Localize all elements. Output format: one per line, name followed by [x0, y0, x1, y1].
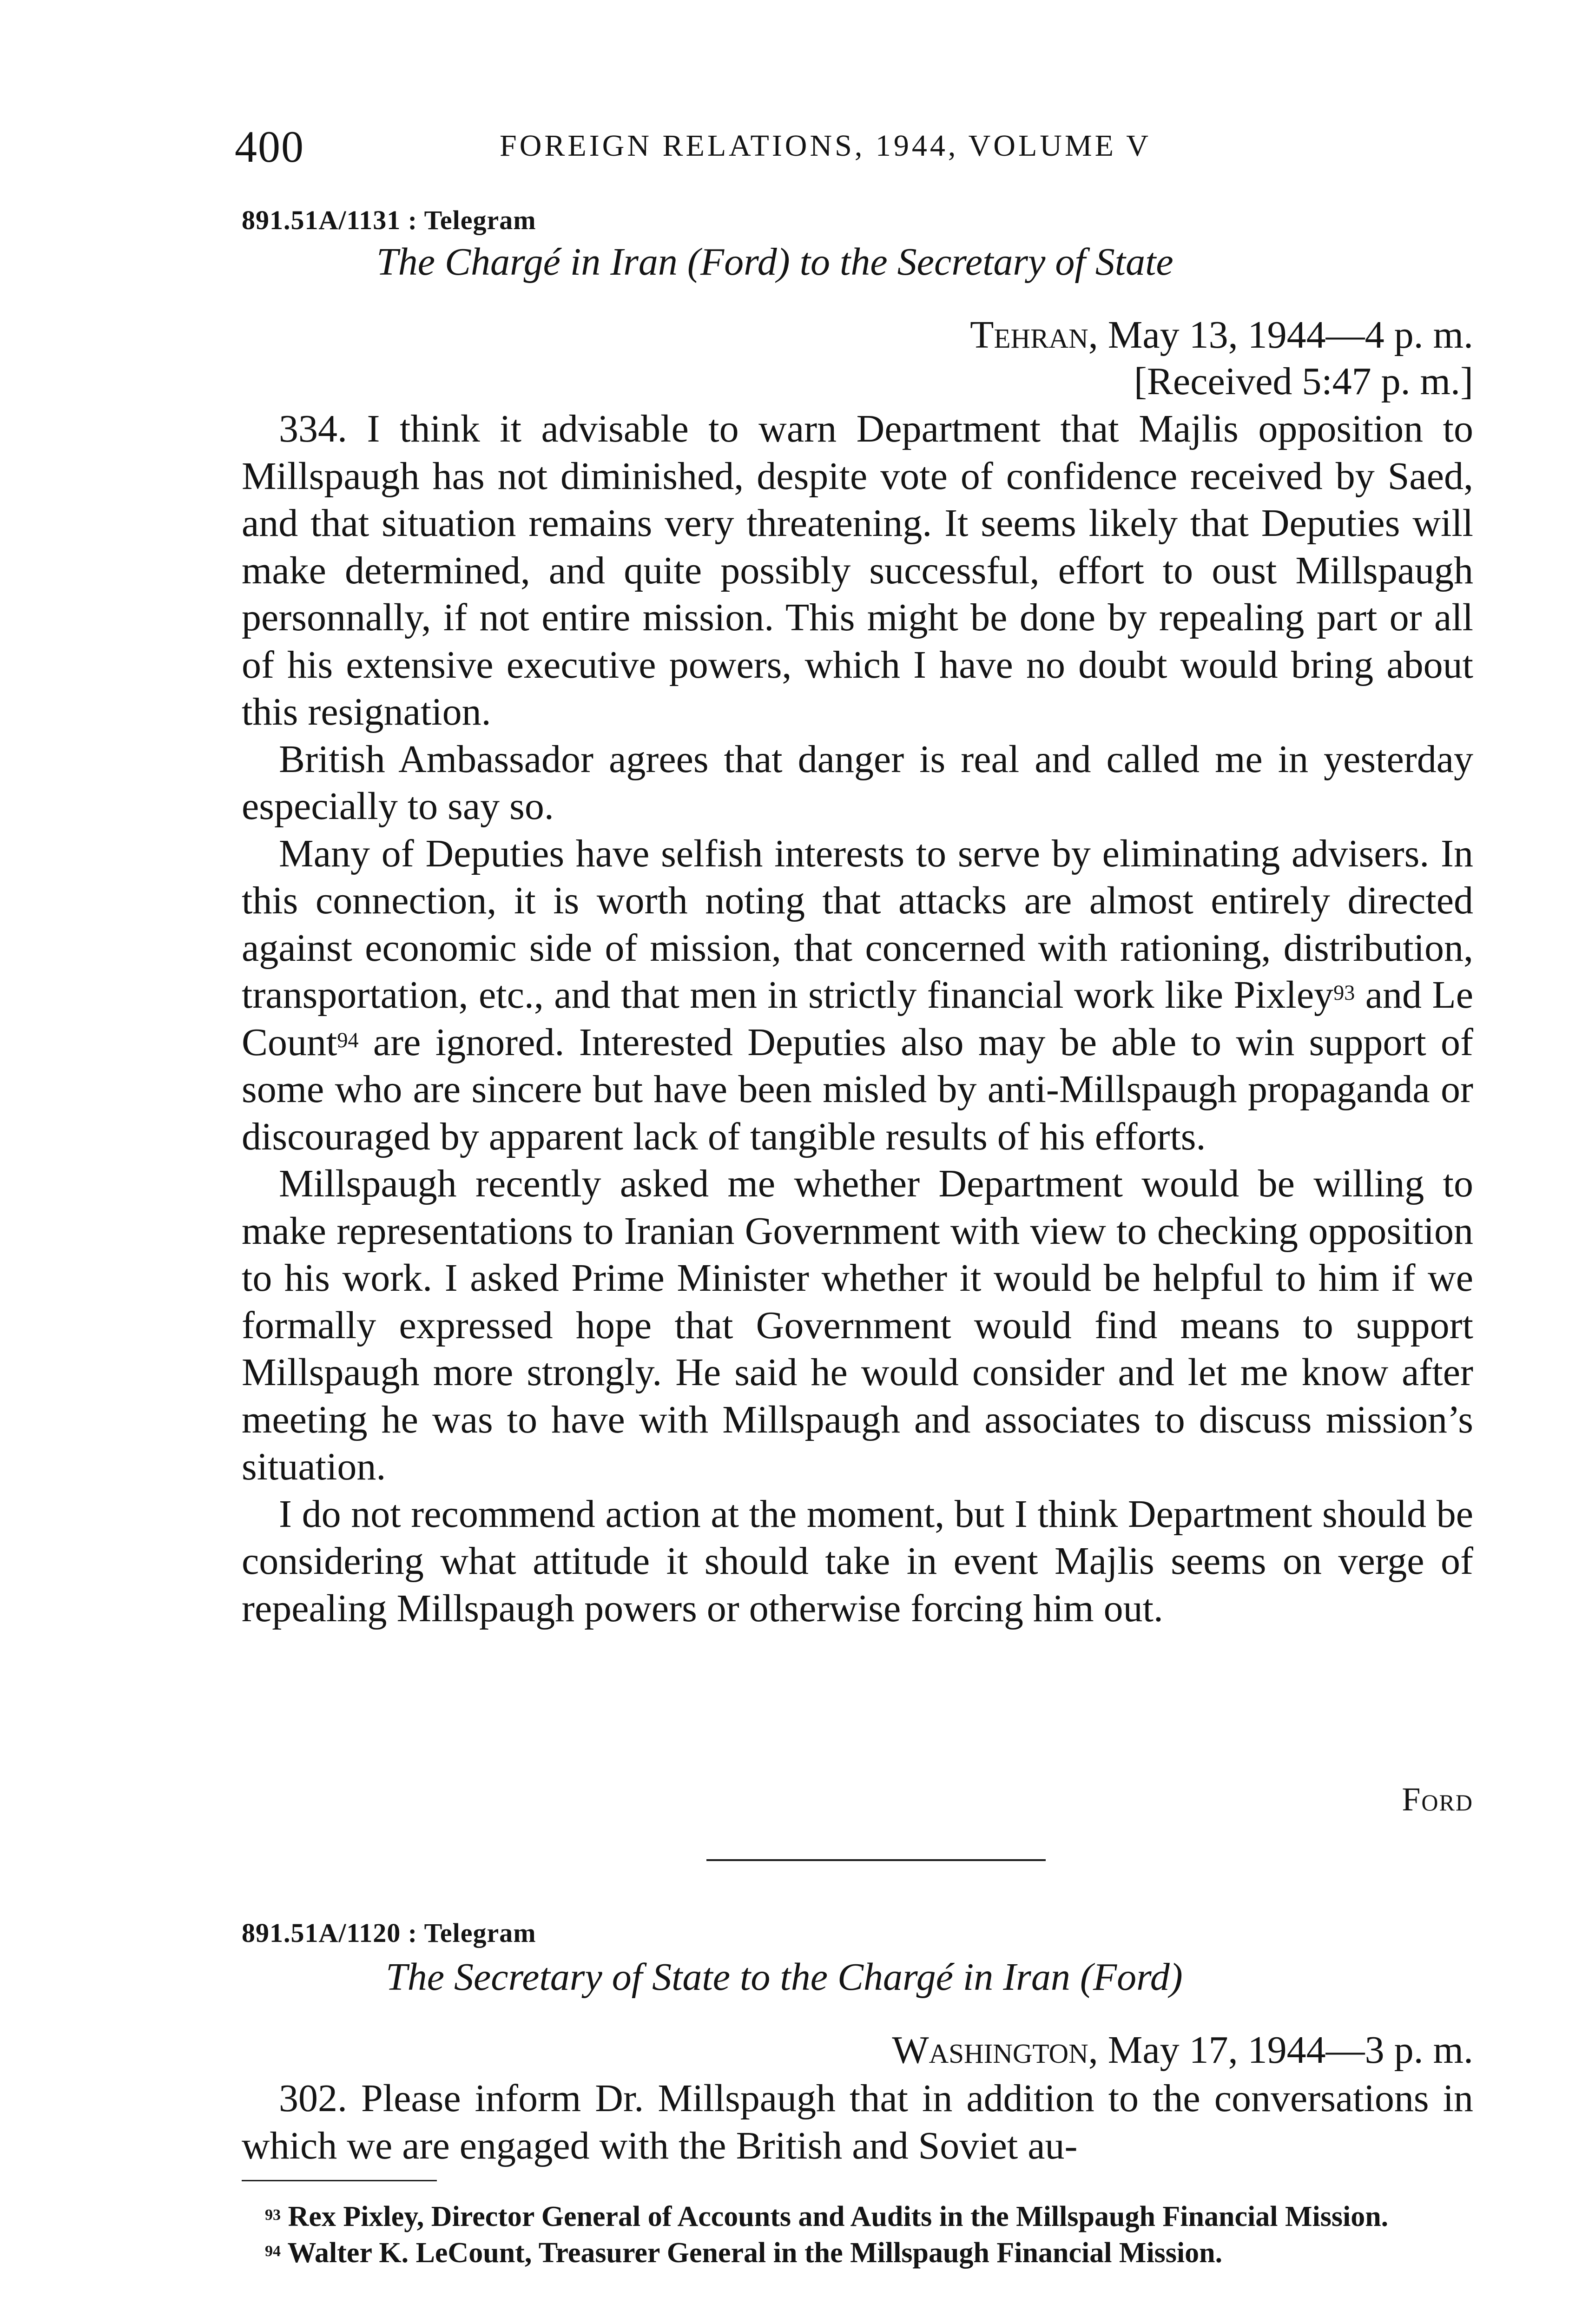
doc2-body [242, 2075, 1473, 2169]
footnote-ref-94: 94 [337, 1028, 359, 1052]
doc1-received: [Received 5:47 p. m.] [1134, 360, 1473, 403]
footnote-93 [242, 2199, 1473, 2235]
footnote-rule [242, 2180, 437, 2181]
doc1-paragraph-1: 334. I think it advisable to warn Department that Majlis opposition to Millspaugh has not diminished, despite vote of confidence received by Saed, and that situation remains very threatening. It seems likely that Deputies will make determined, and quite possibly successful, effort to oust Millspaugh personnally, if not entire mission. This might be done by repealing part or all of his extensive executive powers, which I have no doubt would bring about this resignation. [242, 407, 1473, 733]
doc1-paragraph-2: British Ambassador agrees that danger is real and called me in yesterday especially to say so. [242, 737, 1473, 828]
doc1-paragraph-5: I do not recommend action at the moment, but I think Department should be considering what attitude it should take in event Majlis seems on verge of repealing Millspaugh powers or otherwise forcing him out. [242, 1492, 1473, 1630]
footnote-94-number: 94 [265, 2242, 281, 2260]
running-head [235, 121, 1480, 177]
footnote-94-text: Walter K. LeCount, Treasurer General in the Millspaugh Financial Mission. [287, 2237, 1223, 2269]
doc2-reference: 891.51A/1120 : Telegram [242, 1918, 536, 1948]
doc2-dateline [242, 2027, 1473, 2074]
running-title: FOREIGN RELATIONS, 1944, VOLUME V [500, 129, 1151, 163]
doc1-paragraph-3-part-c: are ignored. Interested Deputies also may be able to win support of some who are sincere but have been misled by anti-Millspaugh propaganda or discouraged by apparent lack of tangible results of his efforts. [242, 1020, 1473, 1158]
doc1-paragraph-3-part-b: and Le Count [242, 973, 1473, 1064]
footnotes [242, 2199, 1473, 2271]
document-page [235, 121, 1473, 2324]
doc1-paragraph-4: Millspaugh recently asked me whether Department would be willing to make representations to Iranian Government with view to checking opposition to his work. I asked Prime Minister whether it would be helpful to him if we formally expressed hope that Government would find means to support Millspaugh more strongly. He said he would consider and let me know after meeting he was to have with Millspaugh and associates to discuss mission’s situation. [242, 1162, 1473, 1488]
doc1-body [242, 405, 1473, 1632]
doc2-paragraph-1: 302. Please inform Dr. Millspaugh that in addition to the conversations in which we are engaged with the British and Soviet au- [242, 2077, 1473, 2167]
doc1-paragraph-3 [242, 830, 1473, 1161]
section-divider [706, 1859, 1046, 1861]
doc1-title: The Chargé in Iran (Ford) to the Secretary of State [376, 240, 1173, 284]
doc1-dateline [242, 311, 1473, 359]
page-number: 400 [235, 122, 304, 172]
doc2-dateline-date: , May 17, 1944—3 p. m. [1088, 2028, 1473, 2072]
doc1-paragraph-3-part-a: Many of Deputies have selfish interests to serve by eliminating advisers. In this connection, it is worth noting that attacks are almost entirely directed against economic side of mission, that concerned with rationing, distribution, transportation, etc., and that men in strictly financial work like Pixley [242, 832, 1473, 1017]
footnote-93-number: 93 [265, 2206, 281, 2224]
footnote-ref-93: 93 [1333, 981, 1355, 1005]
footnote-94 [242, 2235, 1473, 2271]
doc2-dateline-place: Washington [892, 2028, 1088, 2072]
doc1-signature: Ford [1402, 1781, 1473, 1818]
doc2-title: The Secretary of State to the Chargé in Iran (Ford) [386, 1955, 1183, 1999]
doc1-dateline-date: , May 13, 1944—4 p. m. [1088, 313, 1473, 357]
footnote-93-text: Rex Pixley, Director General of Accounts and Audits in the Millspaugh Financial Mission. [288, 2201, 1389, 2232]
doc1-reference: 891.51A/1131 : Telegram [242, 205, 536, 235]
doc1-dateline-place: Tehran [970, 313, 1088, 357]
